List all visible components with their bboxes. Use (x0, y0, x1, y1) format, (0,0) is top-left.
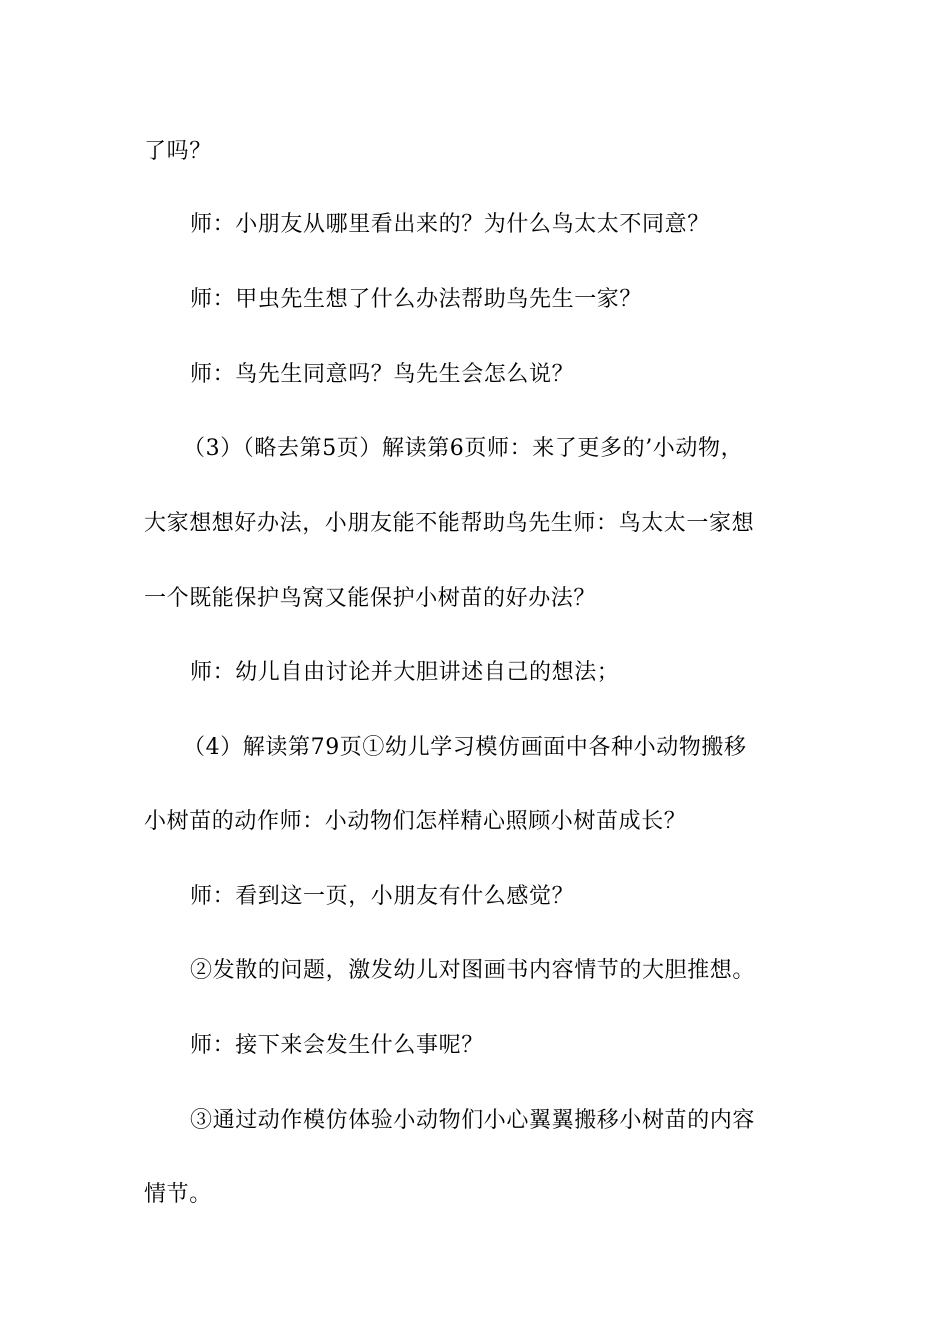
text-line-7: 一个既能保护鸟窝又能保护小树苗的好办法？ (144, 586, 597, 611)
text-line-9: （4）解读第79页①幼儿学习模仿画面中各种小动物搬移 (183, 735, 747, 760)
text-line-5: （3）（略去第5页）解读第6页师：来了更多的’小动物， (183, 436, 744, 461)
text-line-14: ③通过动作模仿体验小动物们小心翼翼搬移小树苗的内容 (190, 1108, 756, 1133)
text-line-8: 师：幼儿自由讨论并大胆讲述自己的想法； (190, 660, 620, 685)
text-line-4: 师：鸟先生同意吗？鸟先生会怎么说？ (190, 362, 575, 387)
text-line-1: 了吗？ (144, 139, 212, 164)
text-line-10: 小树苗的动作师：小动物们怎样精心照顾小树苗成长？ (144, 809, 687, 834)
text-line-11: 师：看到这一页，小朋友有什么感觉？ (190, 884, 575, 909)
text-line-3: 师：甲虫先生想了什么办法帮助鸟先生一家？ (190, 287, 643, 312)
text-line-15: 情节。 (144, 1182, 212, 1207)
text-line-6: 大家想想好办法，小朋友能不能帮助鸟先生师：鸟太太一家想 (144, 511, 755, 536)
text-line-13: 师：接下来会发生什么事呢？ (190, 1033, 484, 1058)
text-line-12: ②发散的问题，激发幼儿对图画书内容情节的大胆推想。 (190, 958, 756, 983)
text-line-2: 师：小朋友从哪里看出来的？为什么鸟太太不同意？ (190, 212, 710, 237)
